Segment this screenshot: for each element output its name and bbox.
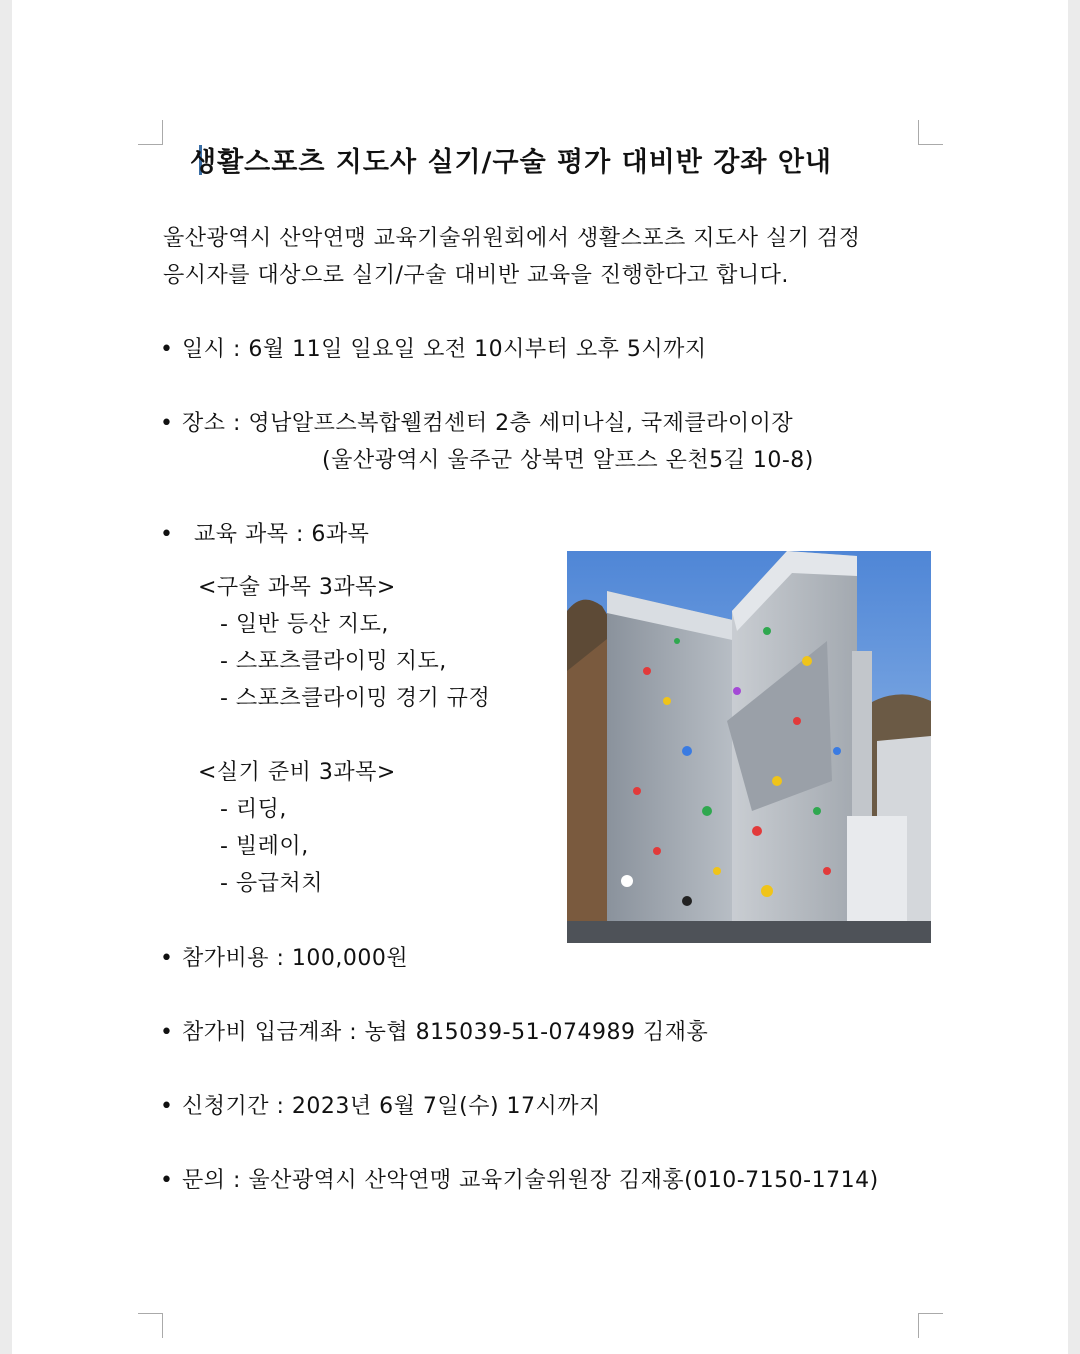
item-place-text: 장소 : 영남알프스복합웰컴센터 2층 세미나실, 국제클라이이장: [182, 411, 794, 436]
intro-line-1: 울산광역시 산악연맹 교육기술위원회에서 생활스포츠 지도사 실기 검정: [163, 226, 861, 251]
practical-subject-2: - 빌레이,: [220, 834, 309, 859]
item-period-text: 신청기간 : 2023년 6월 7일(수) 17시까지: [182, 1094, 601, 1119]
practical-subject-3: - 응급처치: [220, 871, 323, 896]
margin-corner-bottom-left: [138, 1313, 163, 1338]
oral-subject-1: - 일반 등산 지도,: [220, 612, 389, 637]
item-fee-text: 참가비용 : 100,000원: [182, 946, 409, 971]
item-subjects: [160, 516, 369, 553]
item-fee: [160, 940, 408, 977]
oral-subjects-header: <구술 과목 3과목>: [198, 575, 396, 600]
bullet: •: [160, 1168, 174, 1193]
item-date-text: 일시 : 6월 11일 일요일 오전 10시부터 오후 5시까지: [182, 337, 707, 362]
bullet: •: [160, 522, 174, 547]
bullet: •: [160, 1020, 174, 1045]
bullet: •: [160, 1094, 174, 1119]
bullet: •: [160, 411, 174, 436]
intro-line-2: 응시자를 대상으로 실기/구술 대비반 교육을 진행한다고 합니다.: [163, 263, 789, 288]
margin-corner-top-right: [918, 120, 943, 145]
item-account: [160, 1014, 708, 1051]
item-subjects-text: 교육 과목 : 6과목: [194, 522, 370, 547]
climbing-wall-photo: [567, 551, 931, 943]
bullet: •: [160, 337, 174, 362]
bullet: •: [160, 946, 174, 971]
document-title: 생활스포츠 지도사 실기/구술 평가 대비반 강좌 안내: [190, 147, 832, 178]
item-contact-text: 문의 : 울산광역시 산악연맹 교육기술위원장 김재홍(010-7150-1714): [182, 1168, 879, 1193]
practical-subjects-header: <실기 준비 3과목>: [198, 760, 396, 785]
item-place-address: (울산광역시 울주군 상북면 알프스 온천5길 10-8): [322, 448, 814, 473]
item-account-text: 참가비 입금계좌 : 농협 815039-51-074989 김재홍: [182, 1020, 709, 1045]
oral-subject-2: - 스포츠클라이밍 지도,: [220, 649, 447, 674]
margin-corner-top-left: [138, 120, 163, 145]
practical-subject-1: - 리딩,: [220, 797, 287, 822]
margin-corner-bottom-right: [918, 1313, 943, 1338]
item-place: [160, 405, 793, 442]
item-period: [160, 1088, 601, 1125]
item-date: [160, 331, 707, 368]
item-contact: [160, 1162, 879, 1199]
oral-subject-3: - 스포츠클라이밍 경기 규정: [220, 686, 491, 711]
